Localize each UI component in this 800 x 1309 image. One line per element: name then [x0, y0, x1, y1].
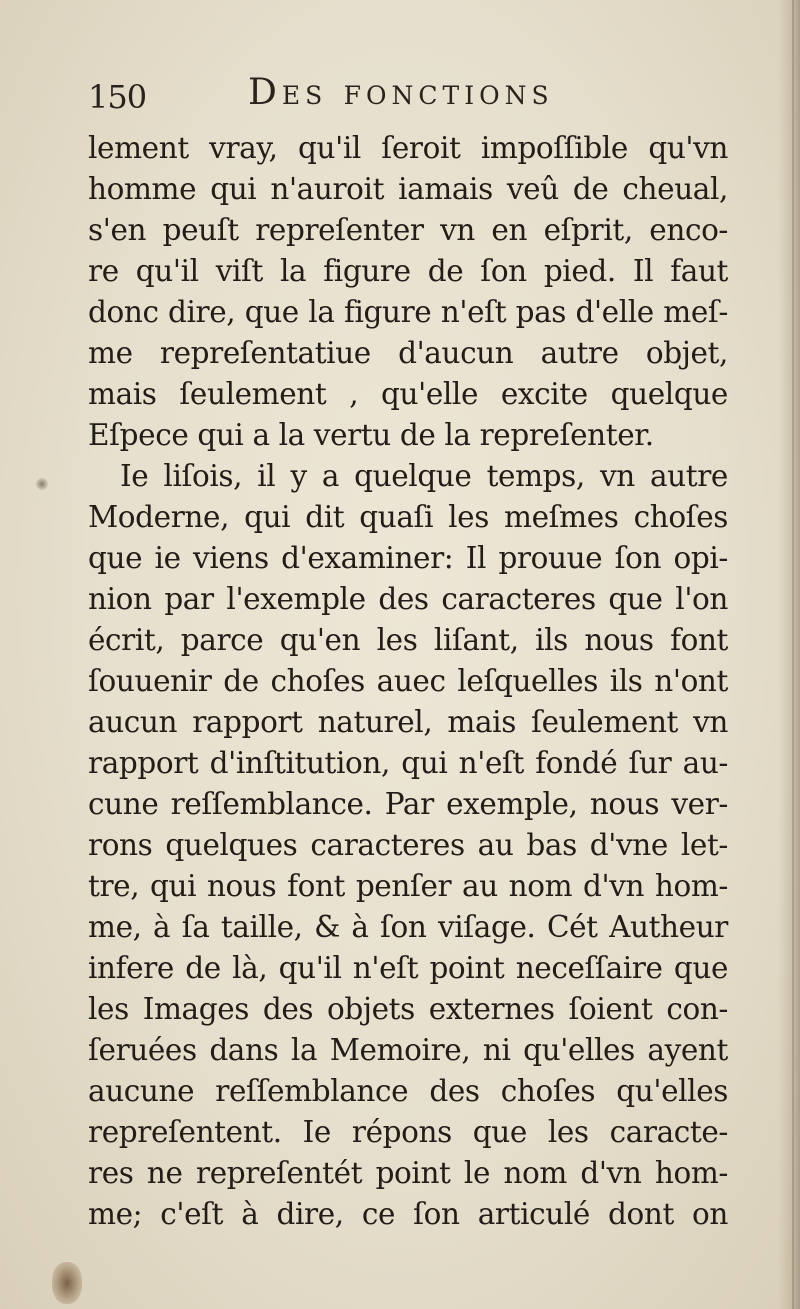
- text-line: aucun rapport naturel, mais ſeulement vn: [88, 705, 728, 739]
- text-line: les Images des objets externes ſoient con-: [88, 992, 728, 1026]
- text-line: Eſpece qui a la vertu de la repreſenter.: [88, 418, 654, 452]
- text-line: rapport d'inſtitution, qui n'eſt fondé ſur au-: [88, 746, 728, 780]
- running-head: Des fonctions: [248, 72, 554, 113]
- text-line: rons quelques caracteres au bas d'vne let-: [88, 828, 728, 862]
- stain-mark: [52, 1262, 82, 1304]
- ink-blot: [36, 478, 48, 490]
- text-line: aucune reſſemblance des choſes qu'elles: [88, 1074, 728, 1108]
- text-line: Ie liſois, il y a quelque temps, vn autre: [120, 459, 728, 493]
- text-line: lement vray, qu'il ſeroit impoſſible qu'vn: [88, 131, 728, 165]
- text-line: mais ſeulement , qu'elle excite quelque: [88, 377, 728, 411]
- text-line: s'en peuſt repreſenter vn en eſprit, enco-: [88, 213, 728, 247]
- text-line: res ne repreſentét point le nom d'vn hom-: [88, 1156, 728, 1190]
- text-line: ſouuenir de choſes auec leſquelles ils n'ont: [88, 664, 728, 698]
- text-line: tre, qui nous font penſer au nom d'vn hom-: [88, 869, 728, 903]
- text-line: Moderne, qui dit quaſi les meſmes choſes: [88, 500, 728, 534]
- text-line: homme qui n'auroit iamais veû de cheual,: [88, 172, 728, 206]
- page-header: [88, 72, 728, 122]
- text-line: me, à ſa taille, & à ſon viſage. Cét Autheur: [88, 910, 728, 944]
- text-line: cune reſſemblance. Par exemple, nous ver-: [88, 787, 728, 821]
- text-line: infere de là, qu'il n'eſt point neceſſaire que: [88, 951, 728, 985]
- gutter-shadow: [778, 0, 800, 1309]
- page-edge: [792, 0, 794, 1309]
- text-line: nion par l'exemple des caracteres que l'on: [88, 582, 728, 616]
- text-line: me; c'eſt à dire, ce ſon articulé dont on: [88, 1197, 728, 1231]
- text-line: repreſentent. Ie répons que les caracte-: [88, 1115, 728, 1149]
- text-line: me repreſentatiue d'aucun autre objet,: [88, 336, 728, 370]
- text-line: re qu'il viſt la figure de ſon pied. Il faut: [88, 254, 728, 288]
- text-line: écrit, parce qu'en les liſant, ils nous font: [88, 623, 728, 657]
- body-text: [88, 128, 728, 1235]
- text-line: que ie viens d'examiner: Il prouue ſon opi-: [88, 541, 728, 575]
- text-line: ſeruées dans la Memoire, ni qu'elles ayent: [88, 1033, 728, 1067]
- text-line: donc dire, que la figure n'eſt pas d'elle meſ-: [88, 295, 728, 329]
- page-number: 150: [88, 78, 147, 116]
